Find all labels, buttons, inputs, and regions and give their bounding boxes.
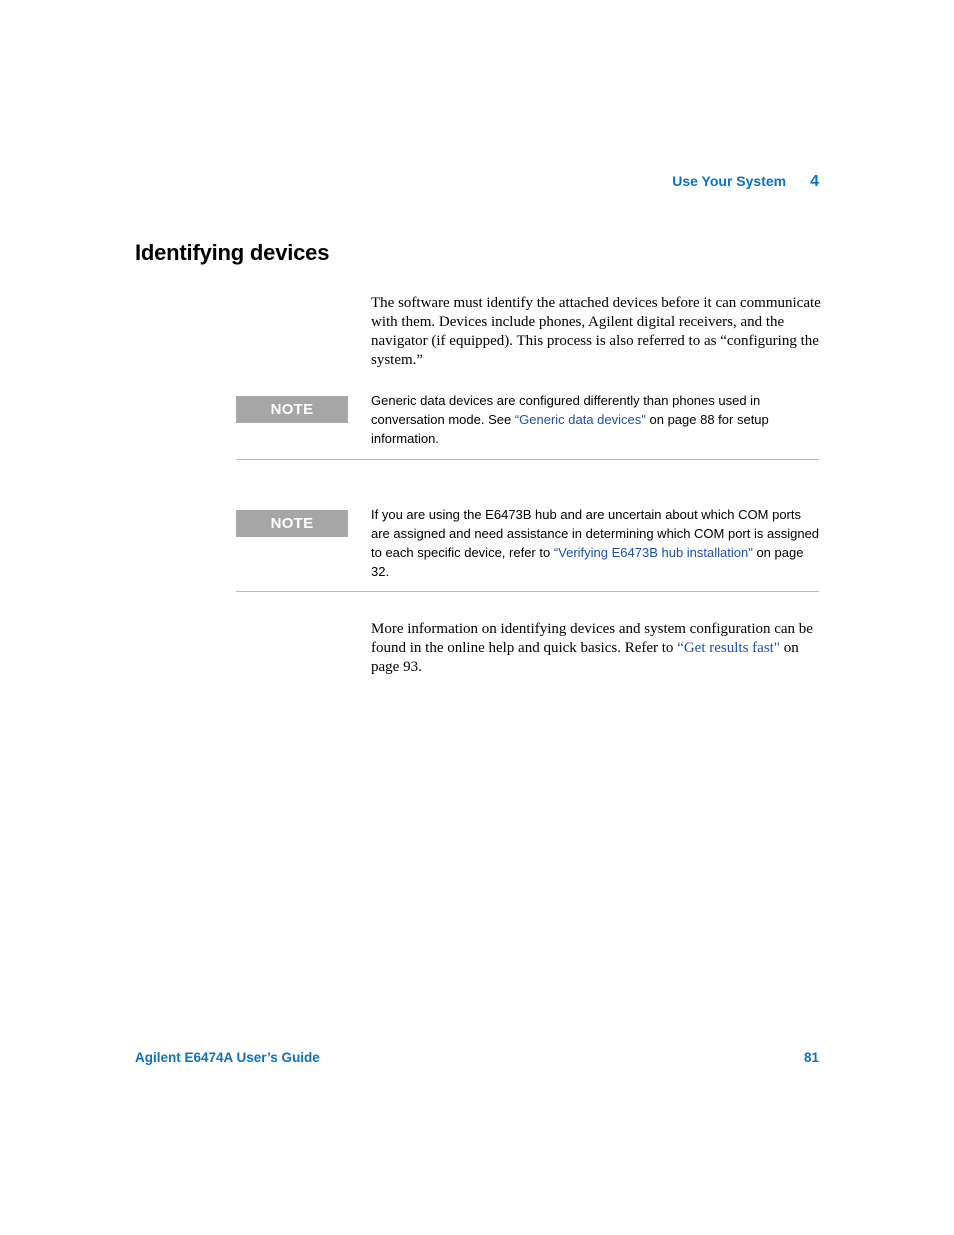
section-title: Identifying devices <box>135 240 330 265</box>
note-text-after: on page 32. <box>371 545 804 579</box>
link-get-results-fast[interactable]: “Get results fast" <box>677 640 780 656</box>
more-info-after: on page 93. <box>371 640 799 675</box>
note-text-before: If you are using the E6473B hub and are uncertain about which COM ports are assigned and need assistance in determining which COM port is assigned to each specific device, refer to <box>371 507 820 560</box>
note-text <box>371 391 823 448</box>
link-generic-data-devices[interactable]: “Generic data devices" <box>514 412 646 427</box>
note-label: NOTE <box>236 510 348 537</box>
note-generic-data-devices <box>236 391 819 460</box>
link-verifying-hub-installation[interactable]: “Verifying E6473B hub installation" <box>553 545 753 560</box>
footer-page-number: 81 <box>803 1050 819 1065</box>
note-label: NOTE <box>236 396 348 423</box>
note-text <box>371 505 823 581</box>
intro-paragraph: The software must identify the attached devices before it can communicate with them. Devices include phones, Agilent digital receivers, and the navigator (if equipped). This process is also referred to as “configuring the system.” <box>371 295 821 368</box>
chapter-title: Use Your System <box>672 173 787 189</box>
note-text-before: Generic data devices are configured differently than phones used in conversation mode. See <box>371 393 761 427</box>
chapter-number: 4 <box>810 173 819 190</box>
note-text-after: on page 88 for setup information. <box>371 412 769 446</box>
footer-guide-title: Agilent E6474A User’s Guide <box>135 1050 320 1065</box>
more-info-before: More information on identifying devices and system configuration can be found in the online help and quick basics. Refer to <box>371 621 813 656</box>
chapter-header <box>672 173 819 191</box>
note-e6473b-hub <box>236 505 819 592</box>
more-info-paragraph <box>371 620 821 677</box>
